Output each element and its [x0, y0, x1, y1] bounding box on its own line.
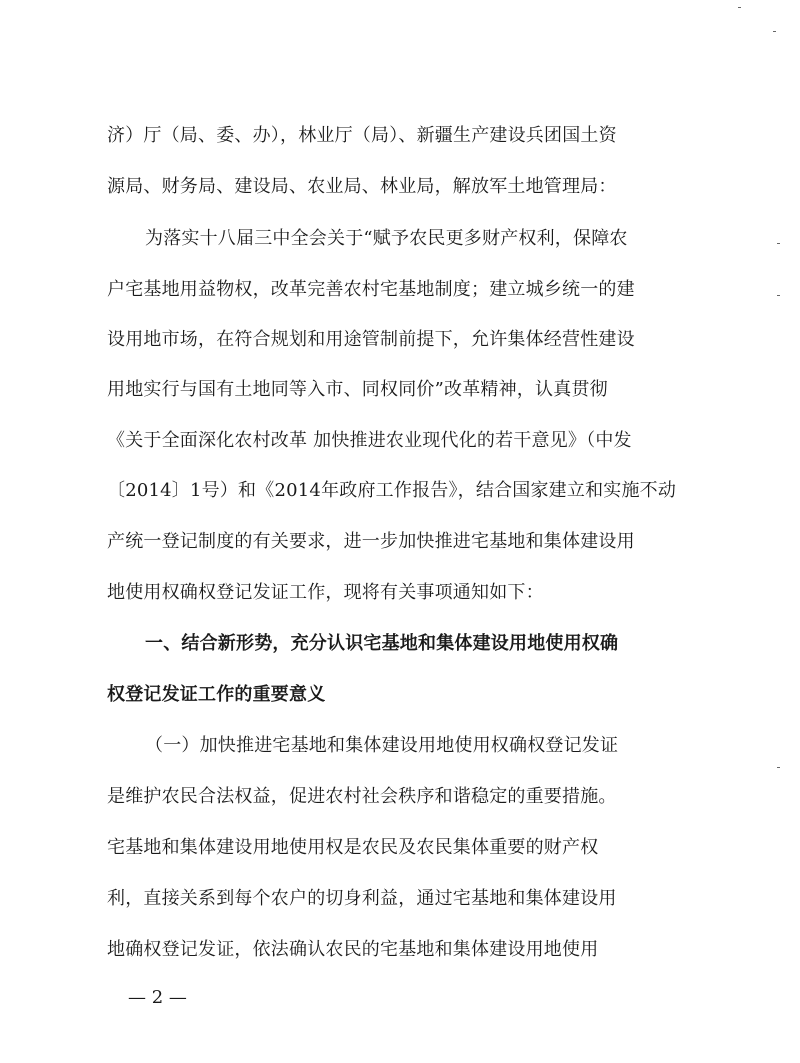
text-line-14: 是维护农民合法权益，促进农村社会秩序和谐稳定的重要措施。: [107, 786, 617, 807]
paragraph-start-line: 为落实十八届三中全会关于“赋予农民更多财产权利，保障农: [145, 228, 628, 249]
text-line-16: 利，直接关系到每个农户的切身利益，通过宅基地和集体建设用: [107, 888, 617, 909]
text-line-9: 产统一登记制度的有关要求，进一步加快推进宅基地和集体建设用: [107, 531, 635, 552]
text-line-17: 地确权登记发证，依法确认农民的宅基地和集体建设用地使用: [107, 939, 599, 960]
subsection-start-line: （一）加快推进宅基地和集体建设用地使用权确权登记发证: [145, 735, 619, 756]
text-line-6: 用地实行与国有土地同等入市、同权同价”改革精神，认真贯彻: [107, 379, 608, 400]
text-line-2: 源局、财务局、建设局、农业局、林业局，解放军土地管理局：: [107, 176, 617, 197]
scan-speck: [773, 31, 776, 32]
text-line-8: 〔2014〕1号）和《2014年政府工作报告》，结合国家建立和实施不动: [107, 480, 677, 501]
text-line-15: 宅基地和集体建设用地使用权是农民及农民集体重要的财产权: [107, 837, 599, 858]
text-line-7: 《关于全面深化农村改革 加快推进农业现代化的若干意见》（中发: [107, 430, 632, 451]
text-line-5: 设用地市场，在符合规划和用途管制前提下，允许集体经营性建设: [107, 329, 635, 350]
page-number: — 2 —: [128, 987, 187, 1008]
text-line-4: 户宅基地用益物权，改革完善农村宅基地制度；建立城乡统一的建: [107, 279, 635, 300]
scan-speck: [738, 7, 741, 8]
text-line-10: 地使用权确权登记发证工作，现将有关事项通知如下：: [107, 582, 544, 603]
text-line-1: 济）厅（局、委、办），林业厅（局）、新疆生产建设兵团国土资: [107, 125, 617, 146]
scan-speck: [777, 295, 780, 296]
scan-speck: [777, 767, 780, 768]
scan-speck: [777, 243, 780, 244]
section-heading-line-1: 一、结合新形势，充分认识宅基地和集体建设用地使用权确: [145, 633, 619, 654]
section-heading-line-2: 权登记发证工作的重要意义: [107, 684, 326, 705]
